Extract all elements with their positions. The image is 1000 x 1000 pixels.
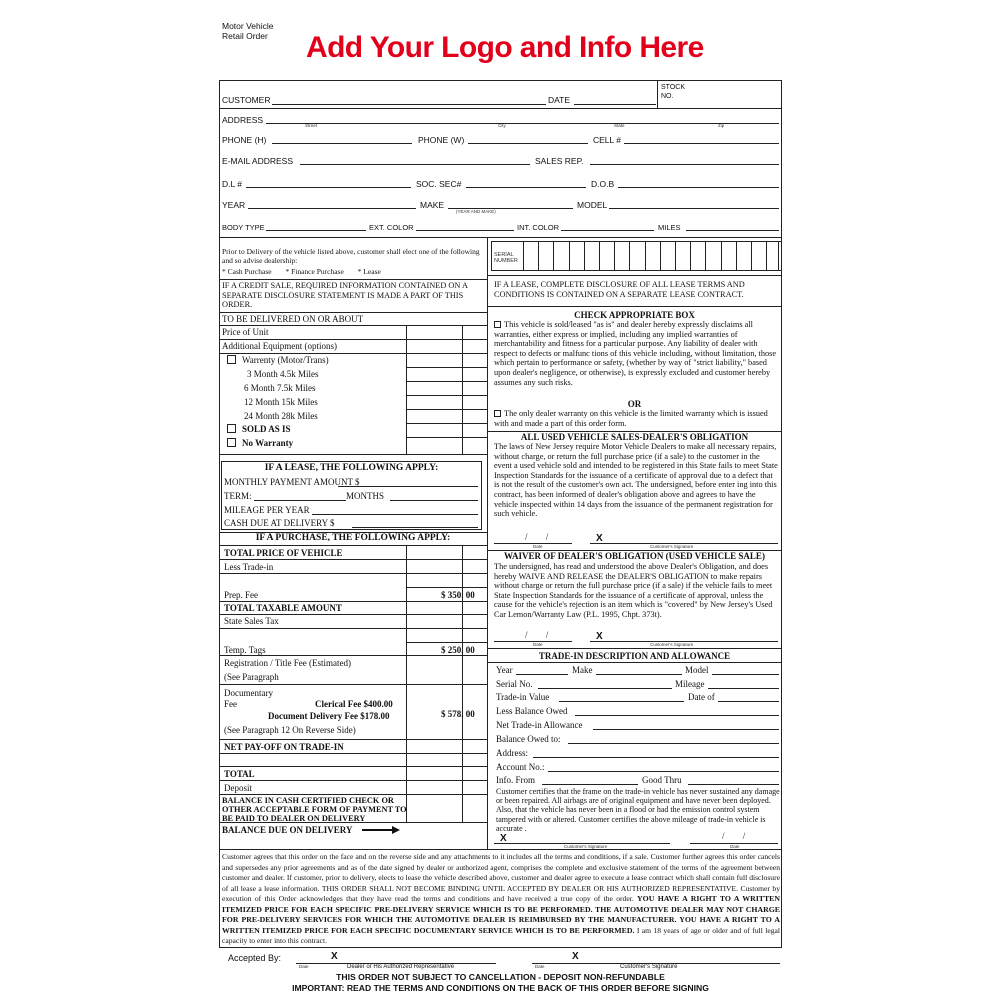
option-finance[interactable]: * Finance Purchase bbox=[285, 267, 344, 276]
mileage-per-year-label: MILEAGE PER YEAR bbox=[224, 505, 310, 515]
prep-fee-label: Prep. Fee bbox=[224, 590, 258, 600]
months-label: MONTHS bbox=[346, 491, 385, 501]
dealer-date-label: Date bbox=[299, 964, 309, 969]
month6-label: 6 Month 7.5k Miles bbox=[244, 383, 316, 393]
or-label: OR bbox=[627, 399, 642, 409]
date-label: DATE bbox=[548, 95, 571, 105]
deliver-on-label: TO BE DELIVERED ON OR ABOUT bbox=[222, 314, 364, 324]
serial-cell[interactable] bbox=[538, 241, 554, 271]
clerical-fee: Clerical Fee $400.00 bbox=[315, 699, 393, 709]
address-label: ADDRESS bbox=[222, 115, 264, 125]
balance-owed-to-field[interactable] bbox=[568, 743, 779, 744]
email-field[interactable] bbox=[300, 164, 530, 165]
cell-label: CELL # bbox=[593, 135, 622, 145]
tradein-make-label: Make bbox=[572, 665, 593, 675]
temp-tags-label: Temp. Tags bbox=[224, 645, 266, 655]
info-from-field[interactable] bbox=[542, 784, 638, 785]
good-thru-label: Good Thru bbox=[642, 775, 682, 785]
serial-cell[interactable] bbox=[721, 241, 737, 271]
stock-no-label: NO. bbox=[661, 93, 674, 100]
dob-label: D.O.B bbox=[591, 179, 615, 189]
model-label: MODEL bbox=[577, 200, 608, 210]
body-type-field[interactable] bbox=[266, 230, 366, 231]
cash-due-label: CASH DUE AT DELIVERY $ bbox=[224, 518, 335, 528]
dl-label: D.L # bbox=[222, 179, 243, 189]
tradein-mileage-field[interactable] bbox=[708, 688, 779, 689]
tradein-value-label: Trade-in Value bbox=[496, 692, 550, 702]
make-label: MAKE bbox=[420, 200, 445, 210]
arrow-right-icon bbox=[362, 825, 400, 835]
model-field[interactable] bbox=[609, 208, 779, 209]
tradein-serial-field[interactable] bbox=[538, 688, 672, 689]
tradein-year-label: Year bbox=[496, 665, 513, 675]
date-slashes-2: / / bbox=[525, 630, 557, 640]
x-mark-customer: X bbox=[572, 951, 579, 962]
balance-owed-to-label: Balance Owed to: bbox=[496, 734, 561, 744]
serial-cell[interactable] bbox=[523, 241, 539, 271]
warranty-label: Warrenty (Motor/Trans) bbox=[242, 355, 329, 365]
less-trade-label: Less Trade-in bbox=[224, 562, 274, 572]
street-label: Street bbox=[305, 123, 318, 128]
date-label-3: Date bbox=[730, 844, 740, 849]
lease-disclosure-text: IF A LEASE, COMPLETE DISCLOSURE OF ALL LEASE TERMS AND CONDITIONS IS CONTAINED ON A SEPARATE LEASE CONTRACT. bbox=[494, 280, 745, 299]
less-balance-label: Less Balance Owed bbox=[496, 706, 568, 716]
cust-sig-label-3: Customer's Signature bbox=[564, 844, 608, 849]
form-name-line-2: Retail Order bbox=[222, 31, 268, 41]
tradein-address-label: Address: bbox=[496, 748, 528, 758]
no-warranty-label: No Warranty bbox=[242, 438, 294, 448]
serial-number-label: NUMBER bbox=[494, 258, 518, 264]
cust-sig-label-1: Customer's Signature bbox=[650, 544, 694, 549]
x-mark-dealer: X bbox=[331, 951, 338, 962]
balance-due-label: BALANCE DUE ON DELIVERY bbox=[222, 825, 353, 835]
cust-sig-label-2: Customer's Signature bbox=[650, 642, 694, 647]
phone-h-field[interactable] bbox=[272, 143, 412, 144]
total-taxable-label: TOTAL TAXABLE AMOUNT bbox=[224, 603, 342, 613]
date-field[interactable] bbox=[574, 104, 656, 105]
certify-text: Customer certifies that the frame on the trade-in vehicle has never sustained any damage or been repaired. All airbags are of original equipment and have never been deployed. Also, that the vehicle has never been in a flood or had the emission control system tampered with or altered. Customer certifies the above mileage of trade-in vehicle is accurate . bbox=[496, 787, 780, 833]
city-label: City bbox=[498, 123, 506, 128]
limited-warranty-checkbox[interactable] bbox=[494, 410, 501, 417]
stock-label: STOCK bbox=[661, 84, 685, 91]
tradein-title: TRADE-IN DESCRIPTION AND ALLOWANCE bbox=[538, 651, 731, 661]
x-mark-3: X bbox=[500, 833, 507, 844]
state-tax-label: State Sales Tax bbox=[224, 616, 279, 626]
waiver-title: WAIVER OF DEALER'S OBLIGATION (USED VEHICLE SALE) bbox=[504, 551, 765, 561]
terms-general-text: Customer agrees that this order on the face and on the reverse side and any attachments to it includes all the terms and conditions, if a sale. Customer further agrees this order cancels and supersedes any prior agreements and as of the date signed by dealer or authorized agent, comprises the complete and exclusive statement of the terms of the agreement between customer and dealer. If customer, prior to delivery, elects to lease the vehicle described above, customer and dealer agree to execute a lease contract which shall contain full disclosure of all lease a lease information. THIS ORDER SHALL NOT BECOME BINDING UNTIL ACCEPTED BY DEALER OR HIS AUTHORIZED REPRESENTATIVE. Customer by execution of this Order acknowledges that they have read the terms and conditions and have received a true copy of the order. bbox=[222, 852, 780, 903]
age-text: I am 18 years of age or older and of full legal capacity to enter into this contract. bbox=[222, 925, 780, 945]
phone-w-label: PHONE (W) bbox=[418, 135, 465, 145]
term-field[interactable] bbox=[254, 500, 346, 501]
phone-h-label: PHONE (H) bbox=[222, 135, 267, 145]
documentary-label: Documentary bbox=[224, 688, 273, 698]
tradein-year-field[interactable] bbox=[516, 674, 568, 675]
see-paragraph-12-label: (See Paragraph 12 On Reverse Side) bbox=[224, 725, 356, 735]
cash-due-field[interactable] bbox=[352, 527, 478, 528]
dob-field[interactable] bbox=[618, 187, 779, 188]
month12-label: 12 Month 15k Miles bbox=[244, 397, 318, 407]
date-slashes-3: / / bbox=[722, 831, 754, 841]
serial-label: SERIAL bbox=[494, 252, 514, 258]
balance-cash-text: BALANCE IN CASH CERTIFIED CHECK OR OTHER ACCEPTABLE FORM OF PAYMENT TO BE PAID TO DEALER ON DELIVERY bbox=[222, 796, 407, 823]
total-price-label: TOTAL PRICE OF VEHICLE bbox=[224, 548, 343, 558]
option-lease[interactable]: * Lease bbox=[357, 267, 381, 276]
tradein-serial-label: Serial No. bbox=[496, 679, 533, 689]
footer-line-1: THIS ORDER NOT SUBJECT TO CANCELLATION - DEPOSIT NON-REFUNDABLE bbox=[336, 972, 665, 982]
as-is-checkbox[interactable] bbox=[494, 321, 501, 328]
footer-line-2: IMPORTANT: READ THE TERMS AND CONDITIONS ON THE BACK OF THIS ORDER BEFORE SIGNING bbox=[292, 983, 709, 993]
deposit-label: Deposit bbox=[224, 783, 252, 793]
soc-sec-label: SOC. SEC# bbox=[416, 179, 462, 189]
int-color-label: INT. COLOR bbox=[517, 223, 560, 232]
tradein-date-of-field[interactable] bbox=[718, 701, 779, 702]
serial-cell[interactable] bbox=[614, 241, 630, 271]
lease-title: IF A LEASE, THE FOLLOWING APPLY: bbox=[264, 463, 439, 473]
add-equipment-label: Additional Equipment (options) bbox=[222, 341, 337, 351]
account-no-field[interactable] bbox=[548, 771, 779, 772]
price-unit-label: Price of Unit bbox=[222, 327, 269, 337]
year-and-make-label: (YEAR AND MAKE) bbox=[456, 209, 496, 214]
temp-tags-amount: $ 250. 00 bbox=[441, 645, 475, 655]
form-name-line-1: Motor Vehicle bbox=[222, 21, 274, 31]
month3-label: 3 Month 4.5k Miles bbox=[247, 369, 319, 379]
less-balance-field[interactable] bbox=[575, 715, 779, 716]
int-color-field[interactable] bbox=[561, 230, 654, 231]
customer-label: CUSTOMER bbox=[222, 95, 271, 105]
date-slashes-1: / / bbox=[525, 532, 557, 542]
obligation-title: ALL USED VEHICLE SALES-DEALER'S OBLIGATION bbox=[520, 432, 749, 442]
serial-cell[interactable] bbox=[645, 241, 661, 271]
soc-sec-field[interactable] bbox=[466, 187, 586, 188]
tradein-value-field[interactable] bbox=[559, 701, 684, 702]
customer-date-label: Date bbox=[535, 964, 545, 969]
limited-warranty-text: The only dealer warranty on this vehicle is the limited warranty which is issued with and made a part of this order form. bbox=[494, 409, 768, 428]
doc-fee-amount: $ 578. 00 bbox=[441, 709, 475, 719]
x-mark-2: X bbox=[596, 631, 603, 642]
info-from-label: Info. From bbox=[496, 775, 535, 785]
dl-field[interactable] bbox=[246, 187, 411, 188]
accepted-by-label: Accepted By: bbox=[228, 953, 282, 963]
tradein-model-label: Model bbox=[685, 665, 709, 675]
tradein-date-of-label: Date of bbox=[688, 692, 715, 702]
credit-sale-text: IF A CREDIT SALE, REQUIRED INFORMATION CONTAINED ON A SEPARATE DISCLOSURE STATEMENT IS MADE A PART OF THIS ORDER. bbox=[222, 281, 468, 310]
sold-as-is-checkbox[interactable] bbox=[227, 424, 236, 433]
serial-cell[interactable] bbox=[736, 241, 752, 271]
serial-cell[interactable] bbox=[751, 241, 767, 271]
tradein-address-field[interactable] bbox=[533, 757, 779, 758]
customer-field[interactable] bbox=[272, 104, 546, 105]
doc-delivery-fee: Document Delivery Fee $178.00 bbox=[268, 711, 390, 721]
obligation-text: The laws of New Jersey require Motor Vehicle Dealers to make all necessary repairs, without charge, or return the full purchase price (if a sale) to the customer in the event a used vehicle sold and intended to be registered in this State fails to meet State Inspection Standards for the issuance of a certificate of approval due to a defect that is not the result of the customer's own act. The undersigned, before enter ing into this contract, has been informed of dealer's obligation above and agrees to have the vehicle inspected within 14 days from the issuance of the permanent registration for such vehicle. bbox=[494, 442, 778, 519]
dealer-rep-label: Dealer or His Authorized Representative bbox=[347, 964, 455, 970]
serial-cell[interactable] bbox=[690, 241, 706, 271]
x-mark-1: X bbox=[596, 533, 603, 544]
customer-sig-label: Customer's Signature bbox=[620, 964, 678, 970]
sold-as-is-label: SOLD AS IS bbox=[242, 424, 291, 434]
tradein-make-field[interactable] bbox=[596, 674, 682, 675]
serial-cell[interactable] bbox=[660, 241, 676, 271]
tradein-model-field[interactable] bbox=[712, 674, 779, 675]
cell-field[interactable] bbox=[624, 143, 779, 144]
pre-delivery-rights-text: YOU HAVE A RIGHT TO A WRITTEN ITEMIZED PRICE FOR EACH SPECIFIC PRE-DELIVERY SERVICE WHICH IS TO BE PERFORMED. THE AUTOMOTIVE DEALER MAY NOT CHARGE FOR PRE-DELIVERY SERVICES FOR WHICH THE AUTOMOTIVE DEALER IS REIMBURSED BY THE MANUFACTURER. YOU HAVE A RIGHT TO A WRITTEN ITEMIZED PRICE FOR EACH SPECIFIC DOCUMENTARY SERVICE WHICH IS TO BE PERFORMED. bbox=[222, 894, 780, 935]
serial-cell[interactable] bbox=[569, 241, 585, 271]
year-label: YEAR bbox=[222, 200, 246, 210]
as-is-text: This vehicle is sold/leased "as is" and dealer hereby expressly disclaims all warranties, either express or implied, including any implied warranties of merchantability and fitness for a particular purpose. Any liability of dealer with respect to defects or malfunc tions of this vehicle including, without limitation, those which pertain to performance or safety, (whether by way of "strict liability," based upon dealer's negligence, or otherwise), is expressly excluded and customer hereby assumes any such risks. bbox=[494, 320, 777, 387]
monthly-payment-field[interactable] bbox=[338, 486, 478, 487]
net-allowance-field[interactable] bbox=[593, 729, 779, 730]
tradein-mileage-label: Mileage bbox=[675, 679, 705, 689]
state-label: State bbox=[614, 123, 625, 128]
term-label: TERM: bbox=[224, 491, 252, 501]
ext-color-field[interactable] bbox=[416, 230, 514, 231]
registration-label: Registration / Title Fee (Estimated) bbox=[224, 658, 351, 668]
sales-rep-label: SALES REP. bbox=[535, 156, 584, 166]
month24-label: 24 Month 28k Miles bbox=[244, 411, 318, 421]
body-type-label: BODY TYPE bbox=[222, 223, 265, 232]
net-allowance-label: Net Trade-in Allowance bbox=[496, 720, 583, 730]
zip-label: Zip bbox=[718, 123, 725, 128]
purchase-title: IF A PURCHASE, THE FOLLOWING APPLY: bbox=[255, 533, 451, 543]
serial-cell[interactable] bbox=[599, 241, 615, 271]
serial-cell[interactable] bbox=[675, 241, 691, 271]
sales-rep-field[interactable] bbox=[590, 164, 779, 165]
net-payoff-label: NET PAY-OFF ON TRADE-IN bbox=[224, 742, 344, 752]
logo-placeholder: Add Your Logo and Info Here bbox=[306, 31, 704, 64]
phone-w-field[interactable] bbox=[468, 143, 588, 144]
good-thru-field[interactable] bbox=[688, 784, 779, 785]
terms-text bbox=[222, 852, 780, 947]
date-label-1: Date bbox=[533, 544, 543, 549]
serial-cell[interactable] bbox=[766, 241, 782, 271]
fee-label: Fee bbox=[224, 699, 237, 709]
prior-delivery-text: Prior to Delivery of the vehicle listed above, customer shall elect one of the following and so advise dealership: bbox=[222, 247, 480, 265]
see-paragraph-label: (See Paragraph bbox=[224, 672, 279, 682]
miles-field[interactable] bbox=[686, 230, 779, 231]
ext-color-label: EXT. COLOR bbox=[369, 223, 414, 232]
mileage-per-year-field[interactable] bbox=[312, 514, 478, 515]
option-cash[interactable]: * Cash Purchase bbox=[222, 267, 272, 276]
account-no-label: Account No.: bbox=[496, 762, 545, 772]
no-warranty-checkbox[interactable] bbox=[227, 438, 236, 447]
check-box-title: CHECK APPROPRIATE BOX bbox=[574, 310, 695, 320]
serial-cell[interactable] bbox=[629, 241, 645, 271]
monthly-payment-label: MONTHLY PAYMENT AMOUNT $ bbox=[224, 477, 360, 487]
prep-fee-amount: $ 350. 00 bbox=[441, 590, 475, 600]
email-label: E-MAIL ADDRESS bbox=[222, 156, 294, 166]
warranty-checkbox[interactable] bbox=[227, 355, 236, 364]
waiver-text: The undersigned, has read and understood the above Dealer's Obligation, and does hereby WAIVE AND RELEASE the DEALER'S OBLIGATION to make repairs without charge or return the full purchase price (if a sale) if the vehicle fails to meet State Inspection Standards for the issuance of a certificate of approval, unless the cause for the vehicle's rejection is an item which is "covered" by New Jersey's Used Car Lemon/Warranty Law (P.L. 1995, Chpt. 373t). bbox=[494, 562, 773, 619]
serial-cell[interactable] bbox=[705, 241, 721, 271]
date-label-2: Date bbox=[533, 642, 543, 647]
serial-cell[interactable] bbox=[553, 241, 569, 271]
serial-cell[interactable] bbox=[584, 241, 600, 271]
miles-label: MILES bbox=[658, 223, 681, 232]
year-field[interactable] bbox=[248, 208, 416, 209]
address-field[interactable] bbox=[266, 123, 779, 124]
total-label: TOTAL bbox=[224, 769, 255, 779]
